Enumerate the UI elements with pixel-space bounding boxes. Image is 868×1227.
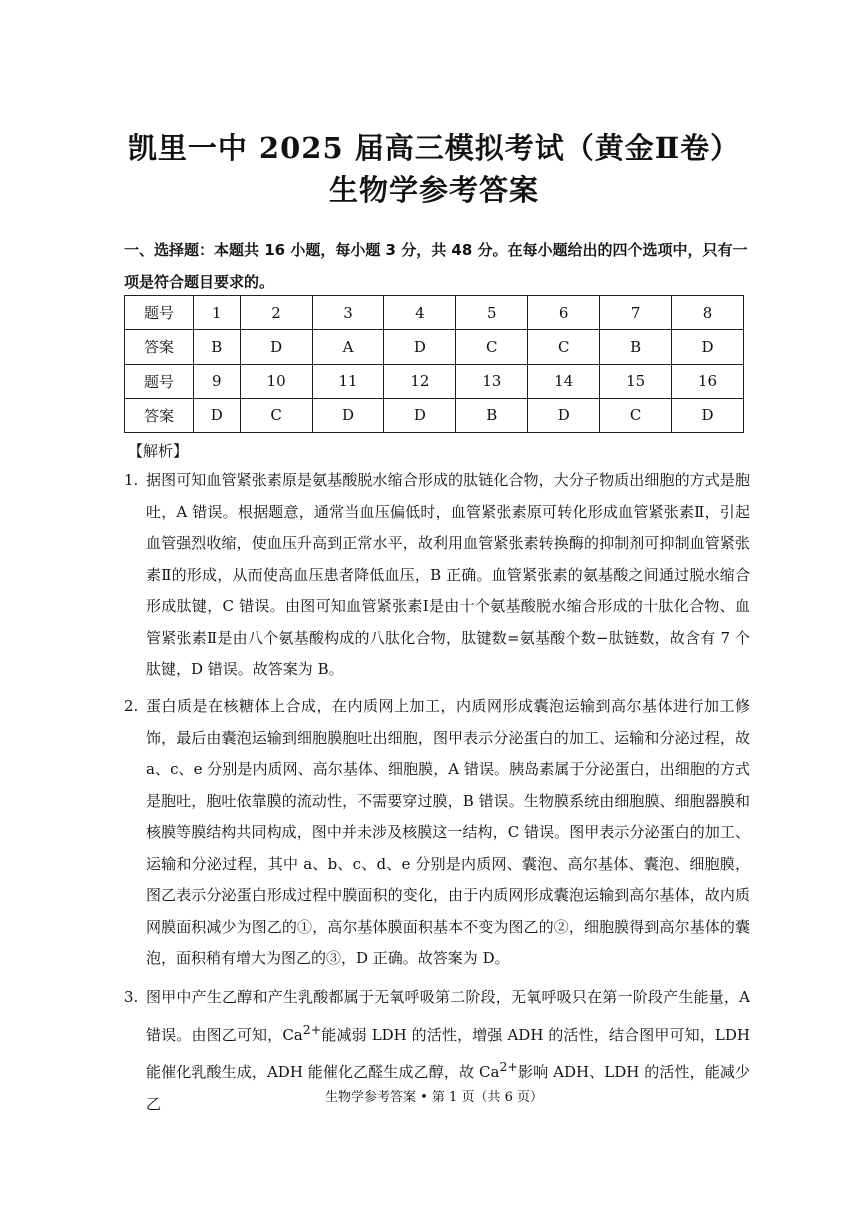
table-cell: B bbox=[600, 330, 672, 364]
table-cell: 14 bbox=[528, 364, 600, 398]
table-cell: 13 bbox=[456, 364, 528, 398]
analysis-item-2 bbox=[124, 691, 750, 975]
table-cell: C bbox=[600, 398, 672, 432]
table-row bbox=[125, 398, 744, 432]
table-cell: D bbox=[384, 330, 456, 364]
table-cell: 16 bbox=[672, 364, 744, 398]
item-text-part: 图甲中产生乙醇和产生乳酸都属于无氧呼吸第二阶段，无氧呼吸只在第一阶段产生能量，A 错误。由图乙可知，Ca bbox=[146, 988, 750, 1044]
table-cell: 5 bbox=[456, 296, 528, 330]
item-number: 1. bbox=[124, 471, 139, 489]
table-cell: B bbox=[194, 330, 241, 364]
table-cell: 4 bbox=[384, 296, 456, 330]
table-cell: 12 bbox=[384, 364, 456, 398]
table-cell: D bbox=[528, 398, 600, 432]
table-cell: D bbox=[240, 330, 312, 364]
row-label: 题号 bbox=[125, 296, 194, 330]
document-subtitle: 生物学参考答案 bbox=[328, 173, 539, 207]
item-number: 3. bbox=[124, 988, 139, 1006]
superscript: 2+ bbox=[302, 1021, 322, 1037]
item-text: 蛋白质是在核糖体上合成，在内质网上加工，内质网形成囊泡运输到高尔基体进行加工修饰，最后由囊泡运输到细胞膜胞吐出细胞，图甲表示分泌蛋白的加工、运输和分泌过程，故 a、c、e 分别是内质网、高尔基体、细胞膜，A 错误。胰岛素属于分泌蛋白，出细胞的方式是胞吐，胞吐依靠膜的流动性，不需要穿过膜，B 错误。生物膜系统由细胞膜、细胞器膜和核膜等膜结构共同构成，图中并未涉及核膜这一结构，C 错误。图甲表示分泌蛋白的加工、运输和分泌过程，其中 a、b、c、d、e 分别是内质网、囊泡、高尔基体、囊泡、细胞膜，图乙表示分泌蛋白形成过程中膜面积的变化，由于内质网形成囊泡运输到高尔基体，故内质网膜面积减少为图乙的①，高尔基体膜面积基本不变为图乙的②，细胞膜得到高尔基体的囊泡，面积稍有增大为图乙的③，D 正确。故答案为 D。 bbox=[146, 697, 750, 967]
table-cell: A bbox=[312, 330, 384, 364]
section-instructions: 一、选择题：本题共 16 小题，每小题 3 分，共 48 分。在每小题给出的四个选项中，只有一项是符合题目要求的。 bbox=[124, 241, 748, 291]
item-text-part: 影响 ADH、LDH 的活性，能减少乙 bbox=[146, 1063, 750, 1113]
page-footer: 生物学参考答案 • 第 1 页（共 6 页） bbox=[324, 1090, 543, 1105]
table-cell: 6 bbox=[528, 296, 600, 330]
item-number: 2. bbox=[124, 697, 139, 715]
table-cell: 1 bbox=[194, 296, 241, 330]
table-cell: 9 bbox=[194, 364, 241, 398]
table-cell: 7 bbox=[600, 296, 672, 330]
document-title: 凯里一中 2025 届高三模拟考试（黄金Ⅱ卷） bbox=[127, 131, 741, 165]
table-cell: D bbox=[672, 330, 744, 364]
table-cell: B bbox=[456, 398, 528, 432]
superscript: 2+ bbox=[499, 1059, 518, 1074]
table-cell: D bbox=[312, 398, 384, 432]
table-cell: 3 bbox=[312, 296, 384, 330]
table-row bbox=[125, 364, 744, 398]
table-cell: 10 bbox=[240, 364, 312, 398]
table-cell: D bbox=[672, 398, 744, 432]
row-label: 答案 bbox=[125, 398, 194, 432]
analysis-heading: 【解析】 bbox=[128, 442, 189, 460]
table-cell: 15 bbox=[600, 364, 672, 398]
table-row bbox=[125, 330, 744, 364]
table-row bbox=[125, 296, 744, 330]
table-cell: D bbox=[194, 398, 241, 432]
table-cell: D bbox=[384, 398, 456, 432]
table-cell: C bbox=[528, 330, 600, 364]
table-cell: 8 bbox=[672, 296, 744, 330]
item-text: 据图可知血管紧张素原是氨基酸脱水缩合形成的肽链化合物，大分子物质出细胞的方式是胞吐，A 错误。根据题意，通常当血压偏低时，血管紧张素原可转化形成血管紧张素Ⅱ，引起血管强烈收缩，使血压升高到正常水平，故利用血管紧张素转换酶的抑制剂可抑制血管紧张素Ⅱ的形成，从而使高血压患者降低血压，B 正确。血管紧张素的氨基酸之间通过脱水缩合形成肽键，C 错误。由图可知血管紧张素Ⅰ是由十个氨基酸脱水缩合形成的十肽化合物、血管紧张素Ⅱ是由八个氨基酸构成的八肽化合物，肽键数=氨基酸个数−肽链数，故含有 7 个肽键，D 错误。故答案为 B。 bbox=[146, 471, 750, 678]
item-text-part: 能减弱 LDH 的活性，增强 ADH 的活性，结合图甲可知，LDH 能催化乳酸生成，ADH 能催化乙醛生成乙醇，故 Ca bbox=[146, 1025, 751, 1081]
table-cell: 2 bbox=[240, 296, 312, 330]
analysis-item-1 bbox=[124, 465, 750, 686]
table-cell: C bbox=[240, 398, 312, 432]
row-label: 题号 bbox=[125, 364, 194, 398]
row-label: 答案 bbox=[125, 330, 194, 364]
table-cell: C bbox=[456, 330, 528, 364]
table-cell: 11 bbox=[312, 364, 384, 398]
answer-table bbox=[124, 295, 744, 433]
